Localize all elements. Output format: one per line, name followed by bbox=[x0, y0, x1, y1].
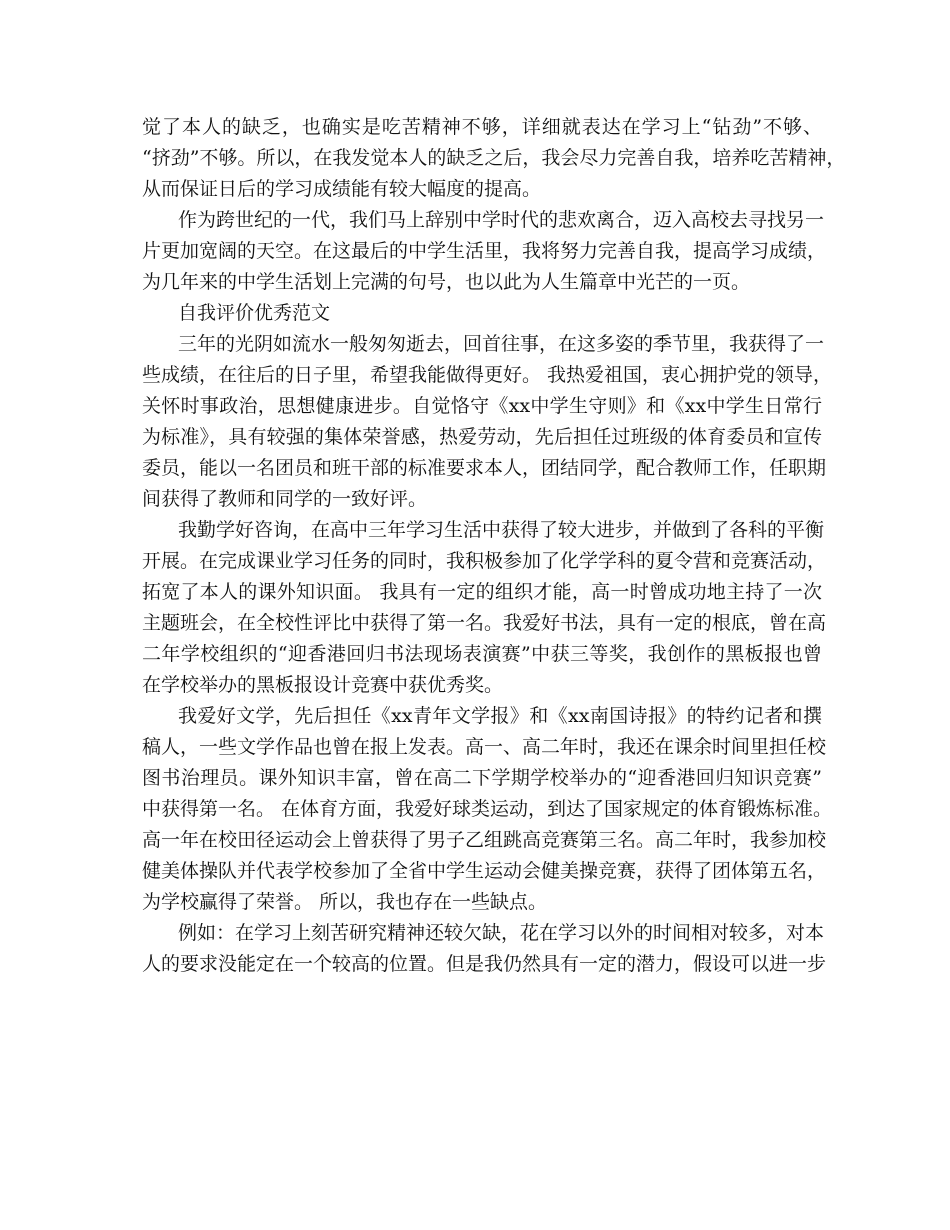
text-line: 高一年在校田径运动会上曾获得了男子乙组跳高竞赛第三名。高二年时，我参加校 bbox=[142, 829, 827, 851]
text-line: 健美体操队并代表学校参加了全省中学生运动会健美操竞赛，获得了团体第五名， bbox=[142, 860, 827, 882]
text-line: 三年的光阴如流水一般匆匆逝去，回首往事，在这多姿的季节里，我获得了一 bbox=[178, 333, 825, 355]
text-line: 例如：在学习上刻苦研究精神还较欠缺，花在学习以外的时间相对较多，对本 bbox=[178, 922, 825, 944]
text-line: 委员，能以一名团员和班干部的标准要求本人，团结同学，配合教师工作，任职期 bbox=[142, 457, 827, 479]
document-body bbox=[142, 112, 846, 980]
text-line: 为几年来的中学生活划上完满的句号，也以此为人生篇章中光芒的一页。 bbox=[142, 271, 751, 293]
text-line: 我勤学好咨询，在高中三年学习生活中获得了较大进步，并做到了各科的平衡 bbox=[178, 519, 825, 541]
text-line: 开展。在完成课业学习任务的同时，我积极参加了化学学科的夏令营和竞赛活动， bbox=[142, 550, 827, 572]
text-line: 从而保证日后的学习成绩能有较大幅度的提高。 bbox=[142, 178, 542, 200]
text-line: 为标准》，具有较强的集体荣誉感，热爱劳动，先后担任过班级的体育委员和宣传 bbox=[142, 426, 822, 448]
section-heading: 自我评价优秀范文 bbox=[178, 302, 331, 324]
text-line: 二年学校组织的“迎香港回归书法现场表演赛”中获三等奖，我创作的黑板报也曾 bbox=[142, 643, 822, 665]
text-line: 主题班会，在全校性评比中获得了第一名。我爱好书法，具有一定的根底，曾在高 bbox=[142, 612, 827, 634]
text-line: 图书治理员。课外知识丰富，曾在高二下学期学校举办的“迎香港回归知识竞赛” bbox=[142, 767, 822, 789]
text-line: “挤劲”不够。所以，在我发觉本人的缺乏之后，我会尽力完善自我，培养吃苦精神， bbox=[142, 147, 846, 169]
text-line: 觉了本人的缺乏，也确实是吃苦精神不够，详细就表达在学习上“钻劲”不够、 bbox=[142, 116, 822, 138]
text-line: 片更加宽阔的天空。在这最后的中学生活里，我将努力完善自我，提高学习成绩， bbox=[142, 240, 827, 262]
text-line: 间获得了教师和同学的一致好评。 bbox=[142, 488, 428, 510]
text-line: 稿人，一些文学作品也曾在报上发表。高一、高二年时，我还在课余时间里担任校 bbox=[142, 736, 827, 758]
text-line: 为学校赢得了荣誉。 所以，我也存在一些缺点。 bbox=[142, 891, 548, 913]
text-line: 中获得第一名。 在体育方面，我爱好球类运动，到达了国家规定的体育锻炼标准。 bbox=[142, 798, 833, 820]
text-line: 在学校举办的黑板报设计竞赛中获优秀奖。 bbox=[142, 674, 504, 696]
text-line: 些成绩，在往后的日子里，希望我能做得更好。 我热爱祖国，衷心拥护党的领导， bbox=[142, 364, 833, 386]
text-line: 人的要求没能定在一个较高的位置。但是我仍然具有一定的潜力，假设可以进一步 bbox=[142, 953, 827, 975]
text-line: 作为跨世纪的一代，我们马上辞别中学时代的悲欢离合，迈入高校去寻找另一 bbox=[178, 209, 825, 231]
text-line: 关怀时事政治，思想健康进步。自觉恪守《xx中学生守则》和《xx中学生日常行 bbox=[142, 395, 822, 417]
text-line: 拓宽了本人的课外知识面。 我具有一定的组织才能，高一时曾成功地主持了一次 bbox=[142, 581, 822, 603]
text-line: 我爱好文学，先后担任《xx青年文学报》和《xx南国诗报》的特约记者和撰 bbox=[178, 705, 822, 727]
